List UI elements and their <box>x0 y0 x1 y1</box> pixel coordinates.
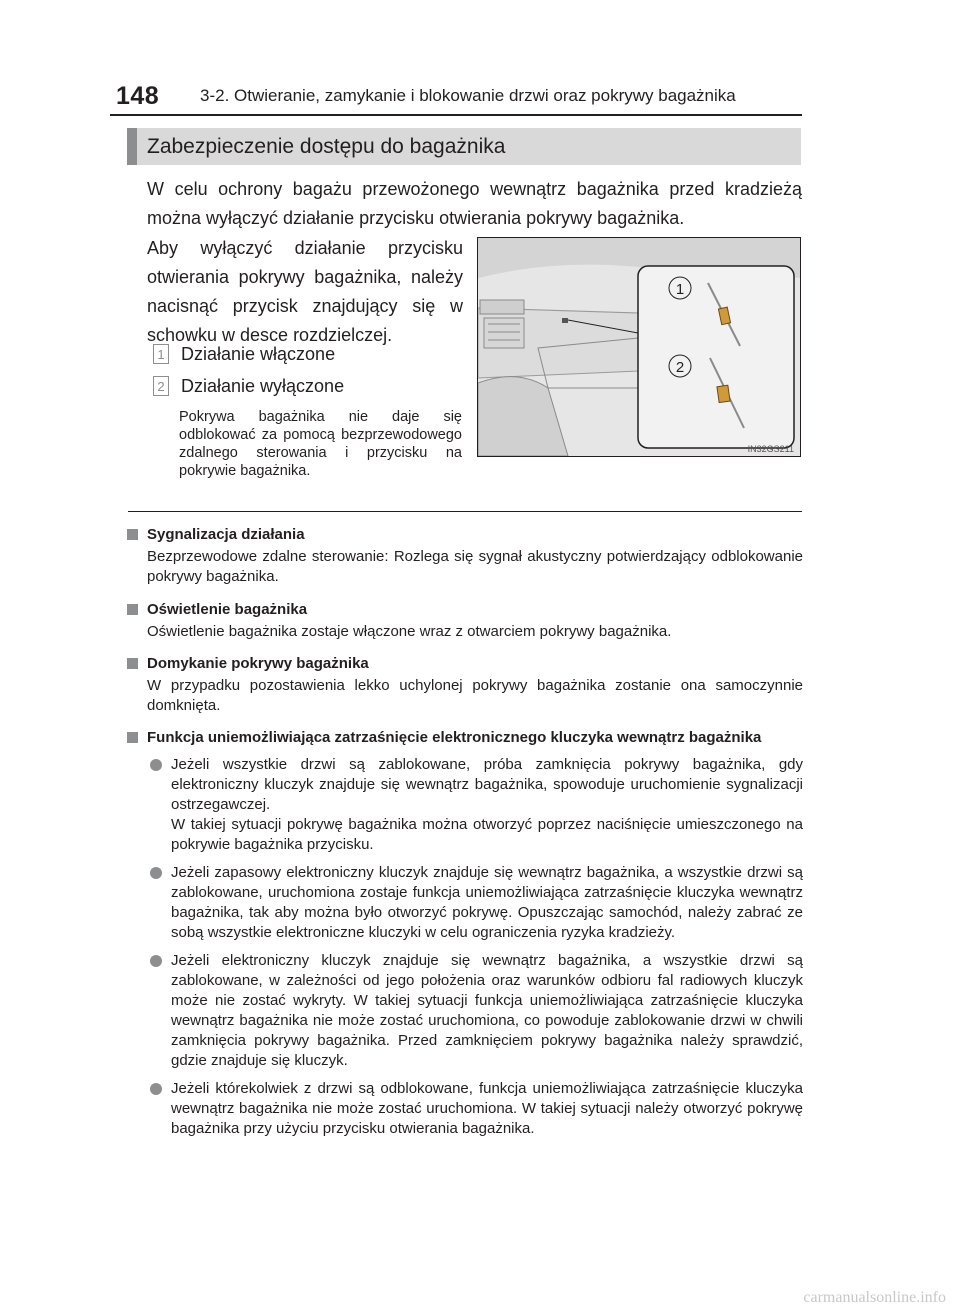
legend-label: Działanie włączone <box>181 343 336 364</box>
dashboard-drawing <box>478 238 800 456</box>
bullet-text: Jeżeli elektroniczny kluczyk znajduje się wewnątrz bagażnika, a wszystkie drzwi są zablokowane, w zależności od jego położenia oraz warunków odbioru fal radiowych kluczyk może nie zostać wykryty. W takiej sytuacji funkcja uniemożliwiająca zatrzaśnięcie kluczyka wewnątrz bagażnika nie może zostać uruchomiona, co powoduje zablokowanie drzwi w chwili zamknięcia pokrywy bagażnika. Przed zamknięciem pokrywy bagażnika należy sprawdzić, gdzie znajduje się kluczyk. <box>171 952 803 1069</box>
section-bar-accent <box>127 128 137 165</box>
info-text: Bezprzewodowe zdalne sterowanie: Rozlega się sygnał akustyczny potwierdzający odblokowanie pokrywy bagażnika. <box>147 548 803 585</box>
bullet-item <box>127 1079 803 1139</box>
section-title-bar <box>127 128 801 165</box>
info-heading: Oświetlenie bagażnika <box>127 600 803 619</box>
section-divider <box>128 511 802 512</box>
watermark: carmanualsonline.info <box>803 1289 946 1306</box>
header-rule <box>110 114 802 116</box>
dashboard-illustration <box>477 237 801 457</box>
chapter-title: 3-2. Otwieranie, zamykanie i blokowanie drzwi oraz pokrywy bagażnika <box>200 86 736 105</box>
info-block-lockout <box>127 728 803 1139</box>
figure-code: IN32GS211 <box>747 444 794 454</box>
info-heading: Funkcja uniemożliwiająca zatrzaśnięcie elektronicznego kluczyka wewnątrz bagażnika <box>127 728 803 747</box>
bullet-text: Jeżeli wszystkie drzwi są zablokowane, próba zamknięcia pokrywy bagażnika, gdy elektroniczny kluczyk znajduje się wewnątrz bagażnika, spowoduje uruchomienie sygnalizacji ostrzegawczej. <box>171 756 803 813</box>
bullet-text: W takiej sytuacji pokrywę bagażnika można otworzyć poprzez naciśnięcie umieszczonego na pokrywie bagażnika przycisku. <box>171 816 803 853</box>
bullet-item <box>127 951 803 1071</box>
page-number: 148 <box>116 82 160 110</box>
info-text: W przypadku pozostawienia lekko uchylonej pokrywy bagażnika zostanie ona samoczynnie domknięta. <box>147 677 803 714</box>
bullet-item <box>127 755 803 855</box>
legend-item-on <box>153 342 335 366</box>
bullet-text: Jeżeli którekolwiek z drzwi są odblokowane, funkcja uniemożliwiająca zatrzaśnięcie kluczyka wewnątrz bagażnika nie może zostać uruchomiona. W takiej sytuacji należy otworzyć pokrywę bagażnika przy użyciu przycisku otwierania bagażnika. <box>171 1080 803 1137</box>
legend-number: 2 <box>153 376 169 396</box>
note-paragraph: Pokrywa bagażnika nie daje się odblokować za pomocą bezprzewodowego zdalnego sterowania i przycisku na pokrywie bagażnika. <box>179 409 462 479</box>
info-block-closing <box>127 654 803 716</box>
intro-paragraph: W celu ochrony bagażu przewożonego wewnątrz bagażnika przed kradzieżą można wyłączyć działanie przycisku otwierania pokrywy bagażnika. <box>147 179 802 228</box>
legend-item-off <box>153 374 344 398</box>
instruction-paragraph: Aby wyłączyć działanie przycisku otwierania pokrywy bagażnika, należy nacisnąć przycisk znajdujący się w schowku w desce rozdzielczej. <box>147 238 463 345</box>
info-heading: Sygnalizacja działania <box>127 525 803 544</box>
legend-label: Działanie wyłączone <box>181 375 345 396</box>
legend-number: 1 <box>153 344 169 364</box>
info-block-lighting <box>127 600 803 642</box>
section-title: Zabezpieczenie dostępu do bagażnika <box>147 135 506 158</box>
info-heading: Domykanie pokrywy bagażnika <box>127 654 803 673</box>
figure-callout-2: 2 <box>675 359 685 376</box>
figure-callout-1: 1 <box>675 281 685 298</box>
bullet-item <box>127 863 803 943</box>
info-block-signal <box>127 525 803 587</box>
bullet-text: Jeżeli zapasowy elektroniczny kluczyk znajduje się wewnątrz bagażnika, a wszystkie drzwi są zablokowane, uruchomiona zostaje funkcja uniemożliwiająca zatrzaśnięcie kluczyka wewnątrz bagażnika, tak aby można było otworzyć pokrywę. Opuszczając samochód, należy zabrać ze sobą wszystkie elektroniczne kluczyki w celu ograniczenia ryzyka kradzieży. <box>171 864 803 941</box>
info-text: Oświetlenie bagażnika zostaje włączone wraz z otwarciem pokrywy bagażnika. <box>147 623 672 640</box>
